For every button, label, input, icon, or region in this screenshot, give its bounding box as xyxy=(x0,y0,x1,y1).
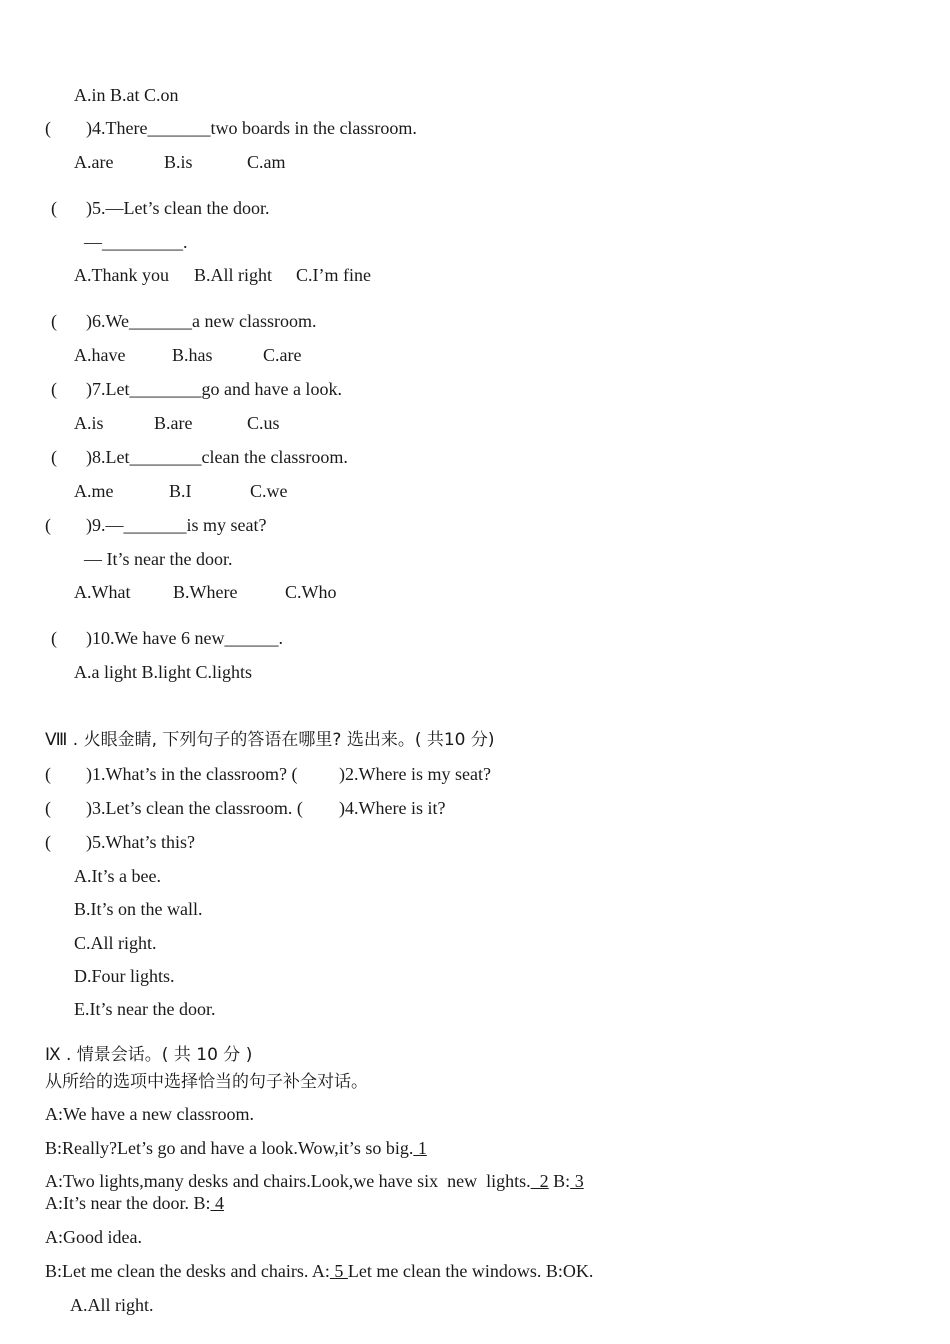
q10-answer-paren[interactable]: ( xyxy=(51,628,57,648)
q5-option-b: B.All right xyxy=(194,265,273,285)
s8-answer-a: A.It’s a bee. xyxy=(74,866,161,886)
blank-4[interactable]: 4 xyxy=(210,1193,224,1213)
q4-answer-paren[interactable]: ( xyxy=(45,118,51,138)
dialogue-line-3-text: A:Two lights,many desks and chairs.Look,we have six new lights. xyxy=(45,1171,531,1191)
s8-answer-d: D.Four lights. xyxy=(74,966,175,986)
q9-option-b: B.Where xyxy=(173,582,238,602)
q3-options: A.in B.at C.on xyxy=(74,85,179,105)
q6-option-a: A.have xyxy=(74,345,126,365)
q6-option-b: B.has xyxy=(172,345,213,365)
s8-answer-c: C.All right. xyxy=(74,933,157,953)
q9-reply: — It’s near the door. xyxy=(84,549,233,569)
q9-option-c: C.Who xyxy=(285,582,337,602)
dialogue-line-3 xyxy=(45,1170,584,1192)
q7-answer-paren[interactable]: ( xyxy=(51,379,57,399)
dialogue-line-2 xyxy=(45,1137,427,1159)
dialogue-line-2-text: B:Really?Let’s go and have a look.Wow,it’s so big. xyxy=(45,1138,414,1158)
dialogue-line-6-a: B:Let me clean the desks and chairs. A: xyxy=(45,1261,330,1281)
q7-option-a: A.is xyxy=(74,413,104,433)
q4-option-c: C.am xyxy=(247,152,286,172)
q5-reply: —_________. xyxy=(84,232,188,252)
dialogue-line-4 xyxy=(45,1192,224,1214)
section8-heading: Ⅷ . 火眼金睛, 下列句子的答语在哪里? 选出来。( 共10 分) xyxy=(45,730,495,750)
blank-1[interactable]: 1 xyxy=(413,1138,427,1158)
q6-answer-paren[interactable]: ( xyxy=(51,311,57,331)
q4-question: )4.There_______two boards in the classroom. xyxy=(86,118,417,138)
dialogue-line-1: A:We have a new classroom. xyxy=(45,1104,254,1124)
q4-option-b: B.is xyxy=(164,152,193,172)
q8-option-c: C.we xyxy=(250,481,288,501)
section9-instruction: 从所给的选项中选择恰当的句子补全对话。 xyxy=(45,1072,368,1092)
q7-option-b: B.are xyxy=(154,413,193,433)
q7-question: )7.Let________go and have a look. xyxy=(86,379,342,399)
q6-option-c: C.are xyxy=(263,345,302,365)
q10-options: A.a light B.light C.lights xyxy=(74,662,253,682)
s8-q1-answer-paren[interactable]: ( xyxy=(45,764,51,784)
s8-q3-answer-paren[interactable]: ( xyxy=(45,798,51,818)
q5-answer-paren[interactable]: ( xyxy=(51,198,57,218)
s8-q2-question: )2.Where is my seat? xyxy=(339,764,491,784)
q5-option-a: A.Thank you xyxy=(74,265,169,285)
q7-option-c: C.us xyxy=(247,413,280,433)
dialogue-option-a: A.All right. xyxy=(70,1295,154,1315)
s8-q4-question: )4.Where is it? xyxy=(339,798,446,818)
dialogue-line-6-b: Let me clean the windows. B:OK. xyxy=(347,1261,594,1281)
section9-heading: Ⅸ . 情景会话。( 共 10 分 ) xyxy=(45,1045,253,1065)
q6-question: )6.We_______a new classroom. xyxy=(86,311,317,331)
q9-question: )9.—_______is my seat? xyxy=(86,515,267,535)
s8-answer-b: B.It’s on the wall. xyxy=(74,899,203,919)
dialogue-line-5: A:Good idea. xyxy=(45,1227,142,1247)
q4-option-a: A.are xyxy=(74,152,114,172)
blank-5[interactable]: 5 xyxy=(329,1261,348,1281)
s8-q3-question: )3.Let’s clean the classroom. ( xyxy=(86,798,303,818)
s8-answer-e: E.It’s near the door. xyxy=(74,999,216,1019)
s8-q1-question: )1.What’s in the classroom? ( xyxy=(86,764,298,784)
dialogue-line-4-text: A:It’s near the door. B: xyxy=(45,1193,211,1213)
q8-answer-paren[interactable]: ( xyxy=(51,447,57,467)
q5-option-c: C.I’m fine xyxy=(296,265,371,285)
dialogue-line-6 xyxy=(45,1260,593,1282)
q10-question: )10.We have 6 new______. xyxy=(86,628,283,648)
q8-option-a: A.me xyxy=(74,481,114,501)
dialogue-line-3-b: B: xyxy=(548,1171,571,1191)
q9-option-a: A.What xyxy=(74,582,131,602)
q8-option-b: B.I xyxy=(169,481,192,501)
q9-answer-paren[interactable]: ( xyxy=(45,515,51,535)
s8-q5-question: )5.What’s this? xyxy=(86,832,195,852)
blank-2[interactable]: 2 xyxy=(530,1171,549,1191)
q8-question: )8.Let________clean the classroom. xyxy=(86,447,348,467)
blank-3[interactable]: 3 xyxy=(570,1171,584,1191)
q5-question: )5.—Let’s clean the door. xyxy=(86,198,270,218)
s8-q5-answer-paren[interactable]: ( xyxy=(45,832,51,852)
